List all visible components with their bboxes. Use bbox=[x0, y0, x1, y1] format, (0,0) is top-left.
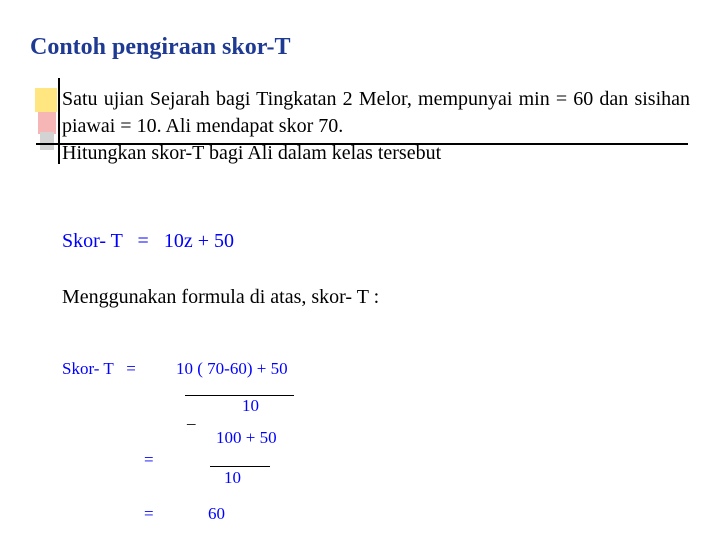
calc-step1-denominator: 10 bbox=[242, 396, 259, 415]
slide-title: Contoh pengiraan skor-T bbox=[30, 34, 291, 60]
decorative-square-gray bbox=[40, 132, 54, 150]
calc-result: 60 bbox=[208, 504, 225, 523]
problem-statement bbox=[62, 86, 690, 167]
calc-step3-equals: = bbox=[144, 504, 154, 523]
problem-text-last: Hitungkan skor-T bagi Ali dalam kelas tersebut bbox=[62, 142, 442, 164]
calc-step2-numerator: 100 + 50 bbox=[216, 428, 277, 447]
decorative-square-pink bbox=[38, 112, 56, 134]
using-formula-text: Menggunakan formula di atas, skor- T : bbox=[62, 286, 380, 308]
decorative-square-yellow bbox=[35, 88, 57, 112]
fraction-bar-2 bbox=[210, 466, 270, 467]
problem-text-main: Satu ujian Sejarah bagi Tingkatan 2 Melor, mempunyai min = 60 dan sisihan piawai = 10. Ali mendapat skor 70. bbox=[62, 88, 690, 137]
fraction-bar-1 bbox=[185, 395, 294, 396]
calc-step2-equals: = bbox=[144, 450, 154, 469]
decorative-vertical-line bbox=[58, 78, 60, 164]
calc-step2-denominator: 10 bbox=[224, 468, 241, 487]
t-score-formula: Skor- T = 10z + 50 bbox=[62, 230, 234, 252]
calc-step1-dash: _ bbox=[187, 408, 196, 427]
calc-step1-label: Skor- T = bbox=[62, 359, 136, 378]
calc-step1-expression: 10 ( 70-60) + 50 bbox=[176, 359, 288, 378]
